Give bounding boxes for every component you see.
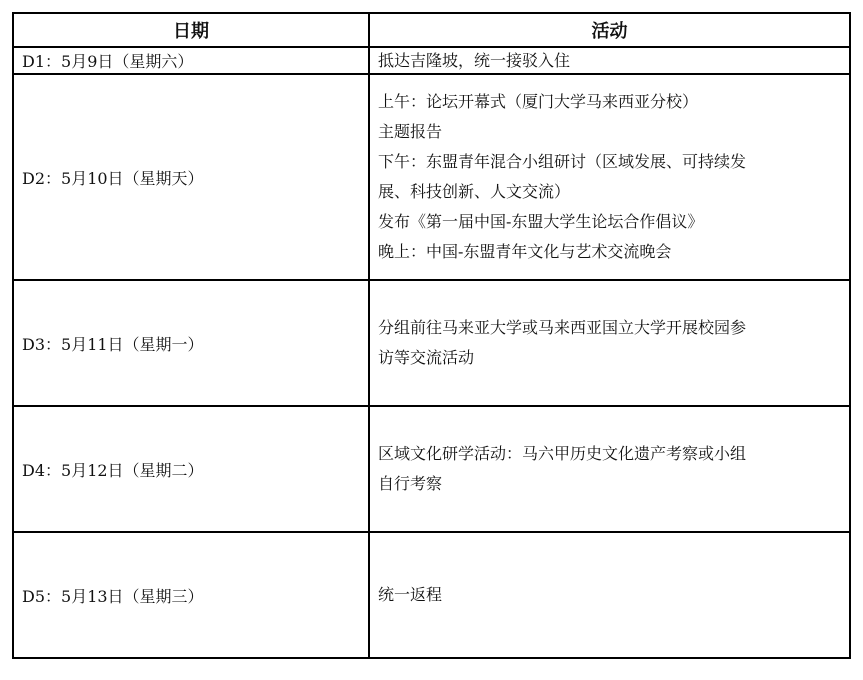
activity-line: 自行考察 [378,474,443,493]
activity-cell [369,406,850,532]
activity-line: 分组前往马来亚大学或马来西亚国立大学开展校园参 [378,318,747,337]
schedule-table [12,12,851,659]
table-row [13,47,850,74]
table-header-row [13,13,850,47]
activity-line: 区域文化研学活动：马六甲历史文化遗产考察或小组 [378,444,747,463]
table-row [13,74,850,280]
header-date: 日期 [13,13,369,47]
table-row [13,532,850,658]
activity-cell [369,532,850,658]
activity-line: 下午：东盟青年混合小组研讨（区域发展、可持续发 [378,152,747,171]
date-cell: D2：5月10日（星期天） [13,74,369,280]
date-cell: D3：5月11日（星期一） [13,280,369,406]
date-cell: D4：5月12日（星期二） [13,406,369,532]
activity-line: 统一返程 [378,585,443,604]
activity-line: 晚上：中国-东盟青年文化与艺术交流晚会 [378,242,672,261]
table-row [13,406,850,532]
activity-line: 主题报告 [378,122,443,141]
activity-line: 抵达吉隆坡，统一接驳入住 [378,50,571,70]
table-row [13,280,850,406]
date-cell: D1：5月9日（星期六） [13,47,369,74]
activity-cell [369,280,850,406]
activity-line: 发布《第一届中国-东盟大学生论坛合作倡议》 [378,212,704,231]
activity-line: 展、科技创新、人文交流） [378,182,571,201]
activity-cell [369,47,850,74]
activity-line: 上午：论坛开幕式（厦门大学马来西亚分校） [378,92,699,111]
activity-cell [369,74,850,280]
header-activity: 活动 [369,13,850,47]
date-cell: D5：5月13日（星期三） [13,532,369,658]
activity-line: 访等交流活动 [378,348,475,367]
